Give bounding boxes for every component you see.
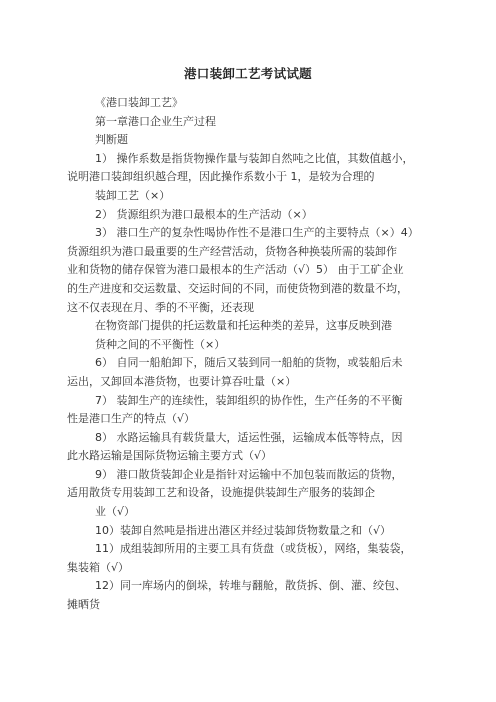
text-line: 3） 港口生产的复杂性喝协作性不是港口生产的主要特点（×）4）: [95, 226, 419, 240]
text-line: 此水路运输是国际货物运输主要方式（√）: [67, 449, 273, 463]
text-line: 11）成组装卸所用的主要工具有货盘（或货板），网络，集装袋，: [95, 542, 412, 556]
text-line: 性是港口生产的特点（√）: [67, 412, 196, 426]
text-line: 10）装卸自然吨是指进出港区并经过装卸货物数量之和（√）: [95, 523, 392, 537]
text-line: 货源组织为港口最重要的生产经营活动，货物各种换装所需的装卸作: [67, 244, 397, 258]
text-line: 运出，又卸回本港货物，也要计算吞吐量（×）: [67, 374, 297, 388]
text-line: 摊晒货: [67, 598, 100, 612]
text-line: 7） 装卸生产的连续性，装卸组织的协作性，生产任务的不平衡: [95, 393, 403, 407]
text-line: 第一章港口企业生产过程: [95, 114, 216, 128]
text-line: 8） 水路运输具有载货量大，适运性强，运输成本低等特点，因: [95, 430, 403, 444]
text-line: 在物资部门提供的托运数量和托运种类的差异，这事反映到港: [95, 319, 392, 333]
text-line: 2） 货源组织为港口最根本的生产活动（×）: [95, 207, 313, 221]
text-line: 判断题: [95, 133, 128, 147]
text-line: 说明港口装卸组织越合理，因此操作系数小于 1，是较为合理的: [67, 170, 375, 184]
document-body: [67, 94, 437, 615]
text-line: 《港口装卸工艺》: [95, 96, 183, 109]
text-line: 装卸工艺（×）: [95, 188, 171, 202]
text-line: 6） 自同一船舶卸下，随后又装到同一船舶的货物，或装船后未: [95, 356, 403, 370]
text-line: 业和货物的储存保管为港口最根本的生产活动（√）5） 由于工矿企业: [67, 263, 404, 277]
text-line: 这不仅表现在月、季的不平衡，还表现: [67, 300, 254, 314]
text-line: 货种之间的不平衡性（×）: [95, 337, 226, 351]
text-line: 的生产进度和交运数量、交运时间的不同，而使货物到港的数量不均，: [67, 281, 408, 295]
text-line: 集装箱（√）: [67, 560, 130, 574]
text-line: 12）同一库场内的倒垛，转堆与翻舱，散货拆、倒、灌、绞包、: [95, 579, 406, 593]
text-line: 1） 操作系数是指货物操作量与装卸自然吨之比值，其数值越小，: [95, 151, 414, 165]
text-line: 适用散货专用装卸工艺和设备，设施提供装卸生产服务的装卸企: [67, 486, 375, 500]
text-line: 9） 港口散货装卸企业是指针对运输中不加包装而散运的货物，: [95, 467, 403, 481]
text-line: 业（√）: [95, 505, 136, 519]
document-title: 港口装卸工艺考试试题: [183, 66, 312, 81]
